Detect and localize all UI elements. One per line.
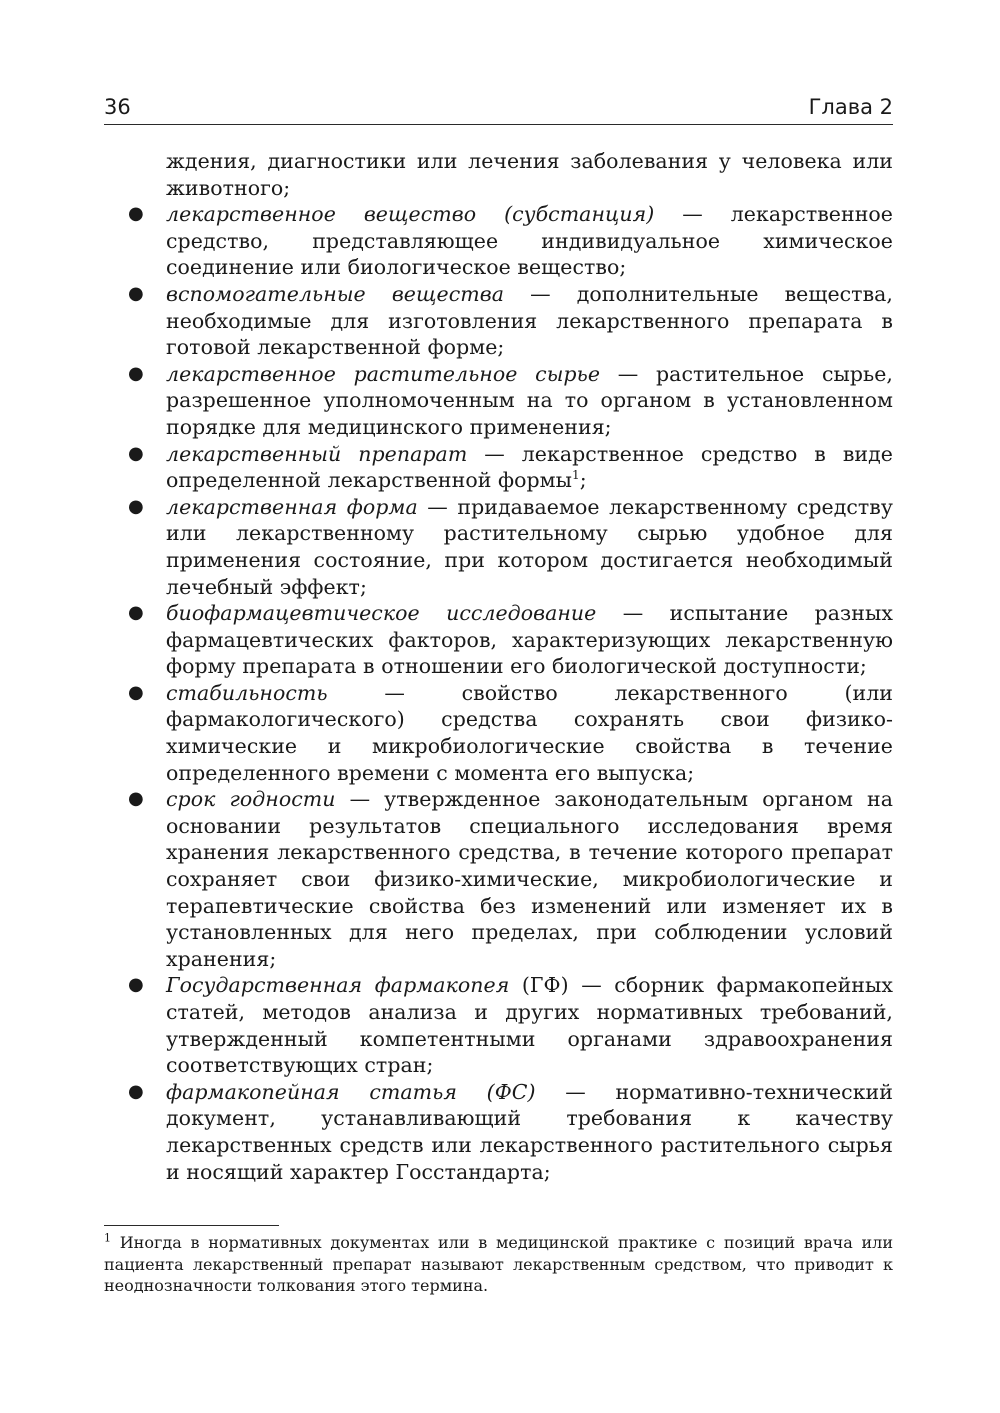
definition-text: — свойство лекарственного (или фармакологического) средства сохранять свои физико-химические и микробиологические свойства в течение определенного времени с момента его выпуска; [166, 680, 893, 785]
definition-text: — придаваемое лекарственному средству или лекарственному растительному сырью удобное для применения состояние, при котором достигается необходимый лечебный эффект; [166, 494, 893, 599]
definition-text: — растительное сырье, разрешенное уполномоченным на то органом в установленном порядке для медицинского применения; [166, 361, 893, 439]
definition-text: — дополнительные вещества, необходимые для изготовления лекарственного препарата в готовой лекарственной форме; [166, 281, 894, 360]
bullet-icon: ● [128, 495, 144, 517]
definition-text: (ГФ) — сборник фармакопейных статей, методов анализа и других нормативных требований, утвержденный компетентными органами здравоохранения соответствующих стран; [166, 973, 893, 1078]
bullet-icon: ● [128, 362, 144, 384]
list-item [104, 281, 893, 361]
bullet-icon: ● [128, 442, 144, 464]
running-header [104, 92, 893, 125]
term: вспомогательные вещества [166, 281, 505, 306]
term-suffix: (ФС) [456, 1079, 536, 1104]
footnote-mark: 1 [104, 1231, 111, 1245]
chapter-title: Глава 2 [808, 95, 893, 119]
body-text [104, 148, 893, 1185]
bullet-icon: ● [128, 602, 144, 624]
bullet-icon: ● [128, 203, 144, 225]
term: стабильность [166, 680, 328, 705]
term-suffix: (субстанция) [476, 202, 655, 227]
term: лекарственный препарат [166, 441, 468, 466]
bullet-icon: ● [128, 974, 144, 996]
definition-text: — утвержденное законодательным органом на основании результатов специального исследования время хранения лекарственного средства, в течение которого препарат сохраняет свои физико-химические, микробиологические и терапевтические свойства без изменений или изменяет их в установленных для него пределах, при соблюдении условий хранения; [166, 787, 893, 971]
bullet-icon: ● [128, 1080, 144, 1102]
definition-list [104, 201, 893, 1185]
term: биофармацевтическое исследование [166, 601, 597, 626]
definition-text: — лекарственное средство в виде определенной лекарственной формы [166, 441, 893, 493]
term: фармакопейная статья [166, 1079, 457, 1104]
footnote-reference[interactable]: 1 [572, 468, 580, 483]
list-item [104, 1079, 893, 1185]
definition-tail: ; [579, 468, 587, 493]
definition-text: — нормативно-технический документ, устанавливающий требования к качеству лекарственных средств или лекарственного растительного сырья и носящий характер Госстандарта; [166, 1079, 893, 1184]
list-item [104, 361, 893, 441]
list-item [104, 494, 893, 600]
list-item [104, 600, 893, 680]
list-item [104, 972, 893, 1078]
list-item [104, 441, 893, 494]
footnote [104, 1232, 893, 1297]
term: срок годности [166, 787, 336, 812]
list-item [104, 201, 893, 281]
continuation-paragraph: ждения, диагностики или лечения заболевания у человека или животного; [166, 149, 893, 200]
definition-text: — лекарственное средство, представляющее индивидуальное химическое соединение или биологическое вещество; [166, 202, 893, 280]
term: Государственная фармакопея [166, 973, 510, 998]
footnote-divider [104, 1225, 279, 1226]
list-item [104, 786, 893, 972]
page-number: 36 [104, 95, 131, 119]
bullet-icon: ● [128, 681, 144, 703]
term: лекарственное растительное сырье [166, 361, 601, 386]
term: лекарственное вещество [166, 202, 477, 227]
term: лекарственная форма [166, 494, 418, 519]
bullet-icon: ● [128, 282, 144, 304]
list-item [104, 680, 893, 786]
definition-text: — испытание разных фармацевтических факторов, характеризующих лекарственную форму препарата в отношении его биологической доступности; [166, 601, 893, 679]
footnote-text: Иногда в нормативных документах или в медицинской практике с позиций врача или пациента лекарственный препарат называют лекарственным средством, что приводит к неоднозначности толкования этого термина. [104, 1233, 893, 1295]
bullet-icon: ● [128, 788, 144, 810]
